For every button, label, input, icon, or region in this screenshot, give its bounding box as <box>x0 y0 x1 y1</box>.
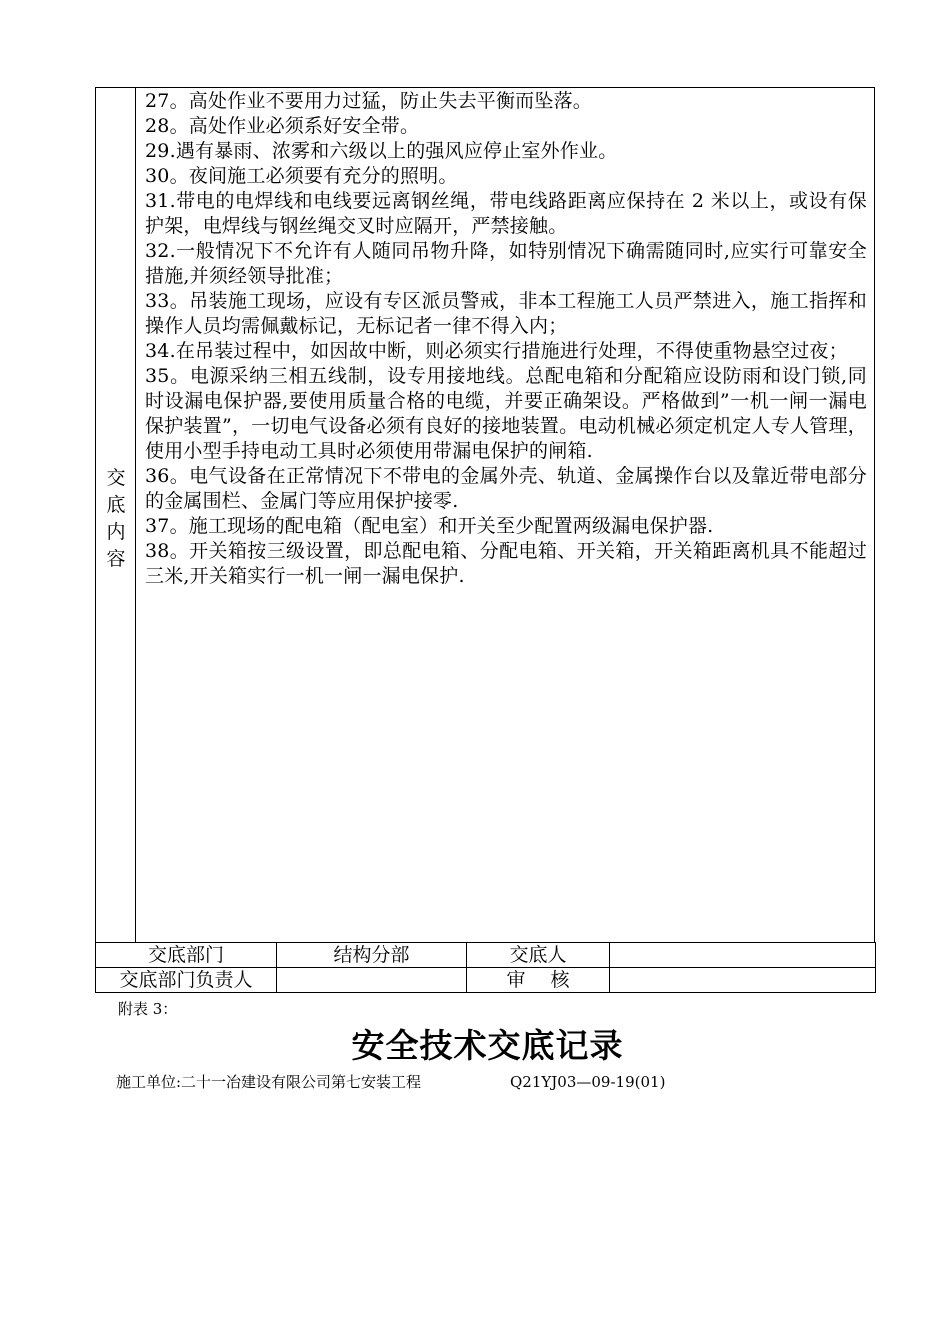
label-char: 容 <box>106 548 126 570</box>
review-label: 审 核 <box>467 968 610 993</box>
signoff-row-responsible <box>96 968 876 993</box>
department-label: 交底部门 <box>96 943 277 968</box>
construction-unit-line: 施工单位:二十一冶建设有限公司第七安装工程 <box>116 1073 422 1091</box>
briefing-item-29: 29.遇有暴雨、浓雾和六级以上的强风应停止室外作业。 <box>145 140 618 162</box>
department-head-label: 交底部门负责人 <box>96 968 277 993</box>
briefing-item-33: 33。吊装施工现场，应设有专区派员警戒，非本工程施工人员严禁进入，施工指挥和操作人员均需佩戴标记，无标记者一律不得入内； <box>145 290 867 337</box>
briefing-item-30: 30。夜间施工必须要有充分的照明。 <box>145 165 458 187</box>
briefing-item-38: 38。开关箱按三级设置，即总配电箱、分配电箱、开关箱，开关箱距离机具不能超过三米,开关箱实行一机一闸一漏电保护. <box>145 540 867 587</box>
department-head-value <box>277 968 467 993</box>
signoff-row-department <box>96 943 876 968</box>
briefing-person-label: 交底人 <box>467 943 610 968</box>
briefing-item-31: 31.带电的电焊线和电线要远离钢丝绳，带电线路距离应保持在 2 米以上，或设有保护架，电焊线与钢丝绳交叉时应隔开，严禁接触。 <box>145 190 867 237</box>
briefing-item-28: 28。高处作业必须系好安全带。 <box>145 115 420 137</box>
label-char: 底 <box>106 494 126 516</box>
appendix-note: 附表 3： <box>118 1000 178 1018</box>
briefing-item-37: 37。施工现场的配电箱（配电室）和开关至少配置两级漏电保护器. <box>145 515 714 537</box>
content-label-cell <box>96 88 136 942</box>
briefing-item-27: 27。高处作业不要用力过猛，防止失去平衡而坠落。 <box>145 90 592 112</box>
briefing-person-value <box>610 943 876 968</box>
label-char: 交 <box>106 467 126 489</box>
document-title: 安全技术交底记录 <box>351 1026 624 1065</box>
briefing-item-32: 32.一般情况下不允许有人随同吊物升降，如特别情况下确需随同时,应实行可靠安全措施,并须经领导批准； <box>145 240 867 287</box>
content-vertical-label <box>96 465 136 573</box>
document-code: Q21YJ03—09-19(01) <box>510 1073 666 1091</box>
briefing-item-36: 36。电气设备在正常情况下不带电的金属外壳、轨道、金属操作台以及靠近带电部分的金属围栏、金属门等应用保护接零. <box>145 465 867 512</box>
department-value: 结构分部 <box>277 943 467 968</box>
safety-briefing-content-table <box>95 87 875 943</box>
review-value <box>610 968 876 993</box>
briefing-item-34: 34.在吊装过程中，如因故中断，则必须实行措施进行处理，不得使重物悬空过夜； <box>145 340 848 362</box>
label-char: 内 <box>106 521 126 543</box>
signoff-table <box>95 942 876 993</box>
content-text-cell <box>145 89 867 589</box>
briefing-item-35: 35。电源采纳三相五线制，设专用接地线。总配电箱和分配箱应设防雨和设门锁,同时设漏电保护器,要使用质量合格的电缆，并要正确架设。严格做到”一机一闸一漏电保护装置”，一切电气设备必须有良好的接地装置。电动机械必须定机定人专人管理，使用小型手持电动工具时必须使用带漏电保护的闸箱. <box>145 365 867 462</box>
